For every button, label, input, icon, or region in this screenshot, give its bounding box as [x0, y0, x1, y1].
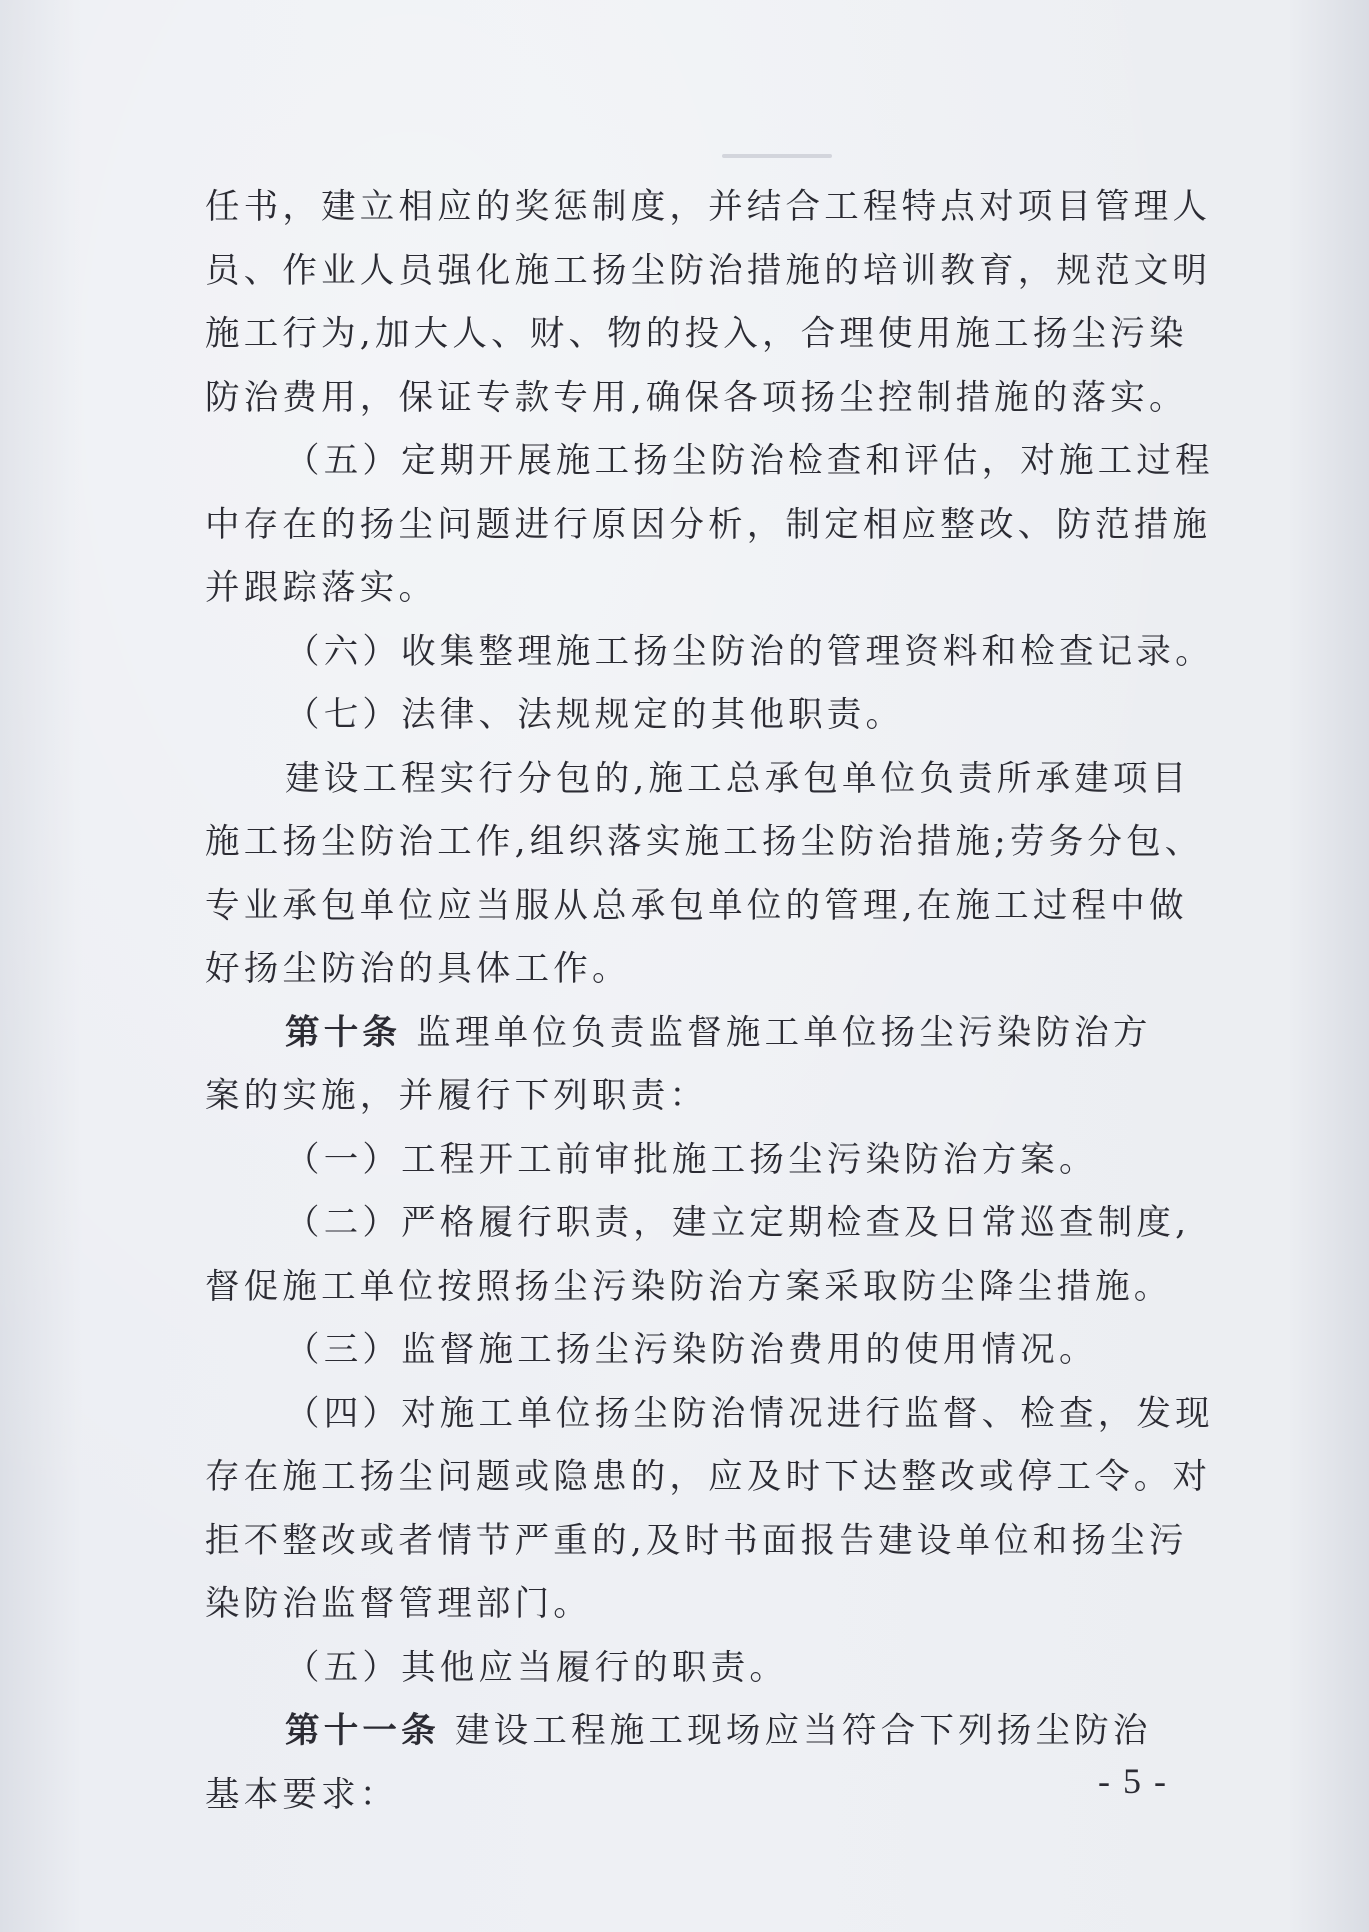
paragraph-line: 建设工程实行分包的,施工总承包单位负责所承建项目 [285, 758, 1191, 799]
paragraph-line: 任书，建立相应的奖惩制度，并结合工程特点对项目管理人 [205, 187, 1212, 227]
paragraph-line: 专业承包单位应当服从总承包单位的管理,在施工过程中做 [205, 885, 1188, 926]
article-text: 建设工程施工现场应当符合下列扬尘防治 [454, 1711, 1152, 1751]
clause-line: （五）定期开展施工扬尘防治检查和评估，对施工过程 [285, 441, 1214, 481]
clause-line: 染防治监督管理部门。 [205, 1584, 592, 1624]
paragraph-line: 施工行为,加大人、财、物的投入，合理使用施工扬尘污染 [205, 314, 1188, 354]
article-heading: 第十条 [285, 1012, 402, 1053]
clause-line: （七）法律、法规规定的其他职责。 [285, 695, 905, 735]
clause-line: （二）严格履行职责，建立定期检查及日常巡查制度, [285, 1203, 1191, 1243]
article-line [205, 1002, 1152, 1066]
clause-line: （四）对施工单位扬尘防治情况进行监督、检查，发现 [285, 1393, 1214, 1434]
clause-line: 中存在的扬尘问题进行原因分析，制定相应整改、防范措施 [205, 504, 1212, 545]
paragraph-line: 防治费用，保证专款专用,确保各项扬尘控制措施的落实。 [205, 377, 1188, 418]
article-line: 基本要求： [205, 1774, 399, 1815]
clause-line: 并跟踪落实。 [205, 568, 438, 608]
article-line [205, 1700, 1152, 1764]
page-number: - 5 - [1098, 1761, 1168, 1801]
paragraph-line: 好扬尘防治的具体工作。 [205, 949, 631, 989]
clause-line: 督促施工单位按照扬尘污染防治方案采取防尘降尘措施。 [205, 1266, 1173, 1307]
paragraph-line: 员、作业人员强化施工扬尘防治措施的培训教育，规范文明 [205, 250, 1212, 291]
article-heading: 第十一条 [285, 1711, 440, 1751]
clause-line: 存在施工扬尘问题或隐患的，应及时下达整改或停工令。对 [205, 1457, 1212, 1497]
body-text [205, 176, 1214, 1827]
clause-line: （一）工程开工前审批施工扬尘污染防治方案。 [285, 1139, 1098, 1180]
clause-line: （五）其他应当履行的职责。 [285, 1647, 789, 1688]
scan-artifact [722, 154, 832, 158]
clause-line: （六）收集整理施工扬尘防治的管理资料和检查记录。 [285, 631, 1214, 672]
article-text: 监理单位负责监督施工单位扬尘污染防治方 [416, 1012, 1152, 1053]
clause-line: （三）监督施工扬尘污染防治费用的使用情况。 [285, 1330, 1098, 1370]
clause-line: 拒不整改或者情节严重的,及时书面报告建设单位和扬尘污 [205, 1520, 1188, 1561]
paragraph-line: 施工扬尘防治工作,组织落实施工扬尘防治措施;劳务分包、 [205, 822, 1204, 862]
article-line: 案的实施，并履行下列职责： [205, 1076, 709, 1116]
